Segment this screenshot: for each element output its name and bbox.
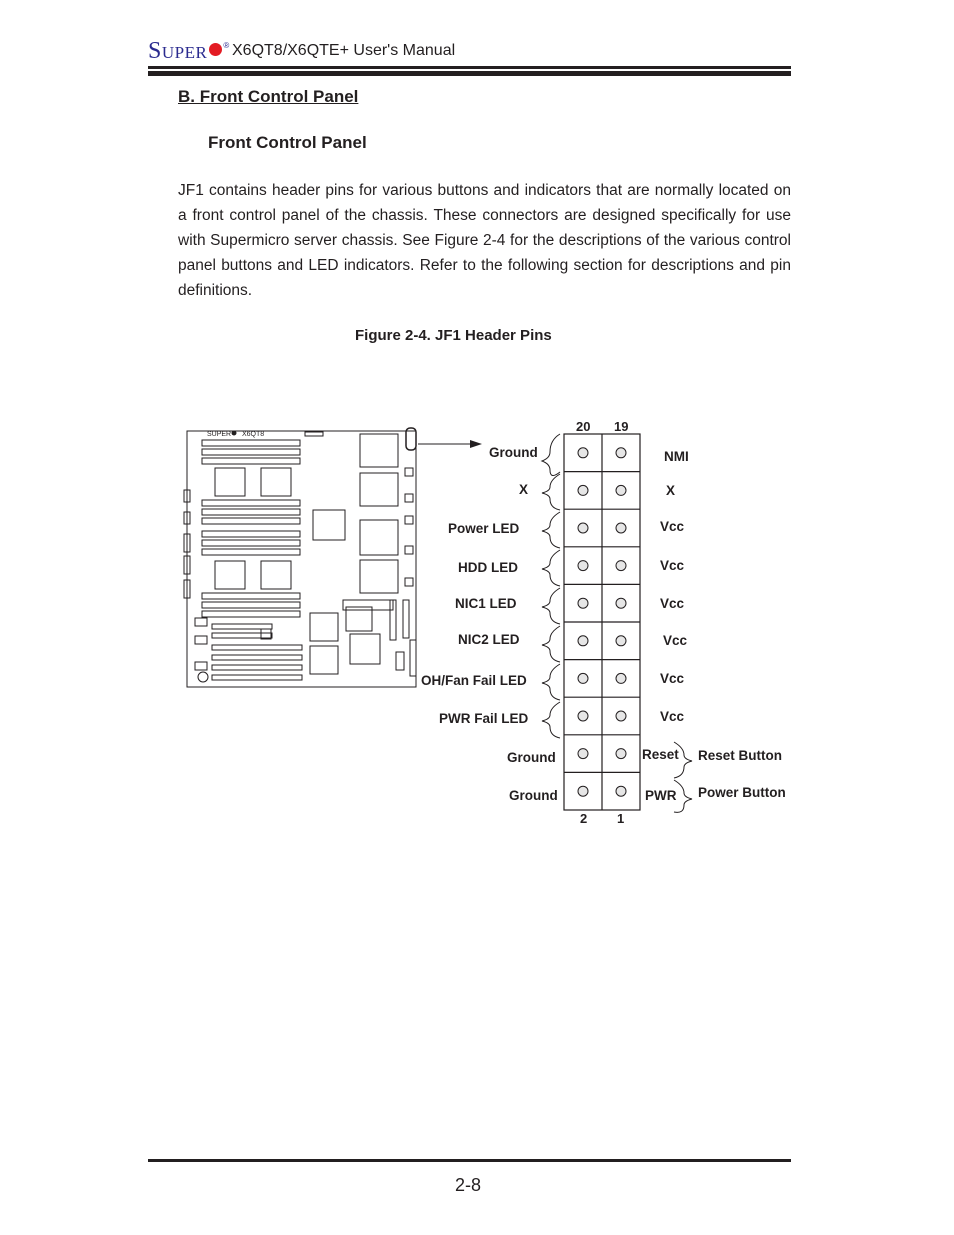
header-pin xyxy=(578,711,588,721)
left-label-ground-9: Ground xyxy=(507,750,556,765)
right-label-vcc-8: Vcc xyxy=(660,709,685,724)
right-label-nmi: NMI xyxy=(664,449,689,464)
header-pin xyxy=(578,598,588,608)
power-button-description: Power Button xyxy=(698,785,786,800)
header-pin xyxy=(616,523,626,533)
header-pin xyxy=(616,786,626,796)
pin-number-2: 2 xyxy=(580,811,588,826)
right-label-vcc-5: Vcc xyxy=(660,596,685,611)
pin-number-20: 20 xyxy=(576,419,591,434)
header-pin xyxy=(616,561,626,571)
header-pin xyxy=(616,636,626,646)
left-label-ground-top: Ground xyxy=(489,445,538,460)
footer-rule xyxy=(148,1159,791,1162)
right-label-vcc-3: Vcc xyxy=(660,519,685,534)
pin-number-1: 1 xyxy=(617,811,625,826)
header-pin xyxy=(616,711,626,721)
left-label-x: X xyxy=(519,482,529,497)
figure-caption: Figure 2-4. JF1 Header Pins xyxy=(355,327,552,344)
right-label-x: X xyxy=(666,483,676,498)
header-pin xyxy=(578,749,588,759)
left-label-nic1-led: NIC1 LED xyxy=(455,596,517,611)
right-label-vcc-7: Vcc xyxy=(660,671,685,686)
motherboard-diagram xyxy=(184,428,416,687)
left-braces xyxy=(542,434,560,738)
sub-title: Front Control Panel xyxy=(208,133,367,152)
board-logo-dot-icon xyxy=(232,431,237,436)
header-pin xyxy=(616,673,626,683)
header-pin xyxy=(578,673,588,683)
right-label-reset: Reset xyxy=(642,747,679,762)
reset-button-description: Reset Button xyxy=(698,748,782,763)
left-label-hdd-led: HDD LED xyxy=(458,560,518,575)
pin-number-19: 19 xyxy=(614,419,629,434)
header-pin xyxy=(578,636,588,646)
page-number: 2-8 xyxy=(455,1175,482,1195)
left-label-power-led: Power LED xyxy=(448,521,520,536)
header-pin xyxy=(578,523,588,533)
left-label-ground-10: Ground xyxy=(509,788,558,803)
header-pin xyxy=(578,561,588,571)
board-model: X6QT8 xyxy=(242,431,265,438)
pointer-arrow-icon xyxy=(418,440,482,448)
body-paragraph: JF1 contains header pins for various buttons and indicators that are normally located on a front control panel of the chassis. These connectors are designed specifically for use with Supermicro server chassis. See Figure 2-4 for the descriptions of the various control panel buttons and LED indicators. Refer to the following section for descriptions and pin definitions. xyxy=(178,182,791,299)
section-title: B. Front Control Panel xyxy=(178,87,359,106)
manual-title: X6QT8/X6QTE+ User's Manual xyxy=(232,42,456,59)
header-pin xyxy=(578,786,588,796)
right-label-vcc-4: Vcc xyxy=(660,558,685,573)
jf1-pin-grid xyxy=(564,434,640,810)
header-pin xyxy=(616,598,626,608)
logo-text: SUPER xyxy=(148,37,208,64)
header-pin xyxy=(616,485,626,495)
left-label-pwr-fail-led: PWR Fail LED xyxy=(439,711,529,726)
header-pin xyxy=(578,448,588,458)
left-label-nic2-led: NIC2 LED xyxy=(458,632,520,647)
header-pin xyxy=(616,448,626,458)
registered-mark: ® xyxy=(223,40,230,50)
left-label-oh-fan-fail-led: OH/Fan Fail LED xyxy=(421,673,527,688)
right-label-vcc-6: Vcc xyxy=(663,633,688,648)
board-label: SUPER xyxy=(207,431,232,438)
header-pin xyxy=(616,749,626,759)
right-label-pwr: PWR xyxy=(645,788,677,803)
header-pin xyxy=(578,485,588,495)
